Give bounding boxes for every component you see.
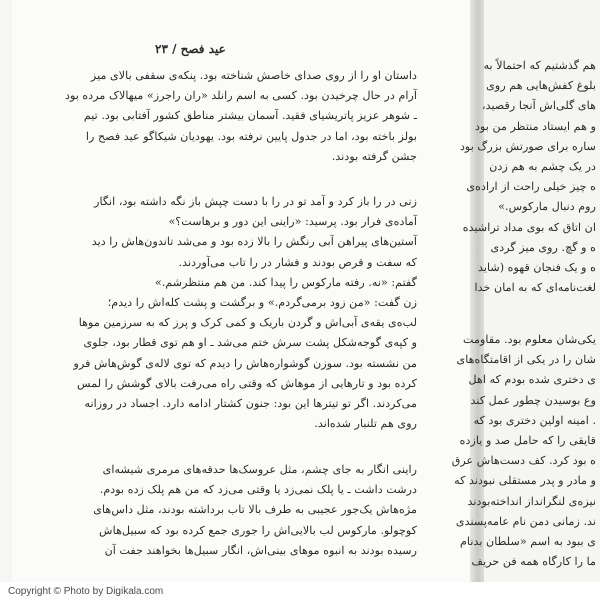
text-line: داستان او را از روی صدای خاصش شناخته بود. پنکه‌ی سقفی بالای میز: [90, 69, 417, 82]
text-line: آستین‌های پیراهن آبی رنگش را بالا زده بود و می‌شد تاندون‌هاش را دید: [91, 235, 417, 249]
text-line: ی دختری شده بودم که اهل: [468, 373, 596, 387]
text-line: یکی‌شان معلوم بود. مقاومت: [463, 333, 596, 346]
copyright-credit: Copyright © Photo by Digikala.com: [8, 586, 164, 597]
text-line: زنی در را باز کرد و آمد تو در را با دست چپش باز نگه داشته بود، انگار: [94, 195, 417, 208]
text-line: لغت‌نامه‌ای که به امان خدا: [474, 281, 596, 295]
text-line: شان را در یکی از اقامتگاه‌های: [456, 353, 596, 367]
text-line: و کپه‌ی گوجه‌شکل پشت سرش ختم می‌شد ـ او هم توی قطار بود، جلوی: [83, 336, 417, 350]
text-line: کوچولو. مارکوس لب بالایی‌اش را جوری جمع کرده بود که سبیل‌هاش: [99, 523, 417, 537]
text-line: نیزه‌ی لنگرانداز انداخته‌بودند: [467, 494, 596, 508]
text-line: راینی انگار به جای چشم، مثل عروسک‌ها حدقه‌های مرمری شیشه‌ای: [102, 463, 417, 476]
left-page-edge: [0, 0, 12, 600]
text-line: می‌کردند. اگر تو تیترها این بود: جنون کشتار ادامه دارد. اجساد در روزانه: [84, 397, 417, 411]
text-line: زن گفت: «من زود برمی‌گردم.» و برگشت و پشت کله‌اش را دیدم؛: [107, 296, 417, 310]
text-line: درشت داشت ـ یا پلک نمی‌زد یا وقتی می‌زد که من هم پلک زده بودم.: [99, 483, 417, 497]
text-line: رسیده بودند به انبوه موهای بینی‌اش، انگار سبیل‌ها بخواهند جفت آن: [104, 543, 417, 557]
text-line: آماده‌ی فرار بود. پرسید: «راینی این دور و برهاست؟»: [168, 215, 417, 229]
text-line: های گلی‌اش آنجا رقصید،: [481, 99, 596, 113]
text-line: بولز باخته بود، اما در جدول پایین نرفته بود. یهودیان شیکاگو عید فصح را: [85, 129, 417, 143]
paragraph-3: [93, 460, 417, 561]
text-line: ه و یک فنجان قهوه (شاید: [477, 261, 596, 275]
text-line: و مادر و پدر مستقلی نبودند که: [454, 474, 596, 488]
text-line: ما را کارگاه همه فن حریف: [471, 555, 596, 569]
text-line: روی هم تلنبار شده‌اند.: [314, 417, 417, 431]
text-line: ان اتاق که بوی مداد تراشیده: [462, 220, 596, 234]
text-line: کرده بود و تارهایی از موهاش که وقتی راه می‌رفت بالای گوشش را لمس: [76, 376, 417, 390]
text-line: آرام در حال چرخیدن بود. کسی به اسم رانلد «ران راجرز» میهالاک مرده بود: [64, 89, 417, 103]
text-line: ساره برای صورتش بزرگ بود: [459, 139, 596, 153]
text-line: گفتم: «نه. رفته مارکوس را پیدا کند. من هم منتظرشم.»: [154, 275, 417, 289]
text-line: ند. زمانی دمن نام عامه‌پسندی: [455, 514, 596, 528]
text-line: جشن گرفته بودند.: [331, 149, 417, 163]
text-line: بلوغ کفش‌هایی هم روی: [486, 79, 596, 93]
text-line: لب‌ه‌ی یقه‌ی آبی‌اش و گردن باریک و کمی کرک و پرز که به سرزمین موها: [78, 316, 417, 330]
right-page: [451, 0, 600, 600]
text-line: من نشسته بود. سوزن گوشواره‌هاش را دیدم که توی لاله‌ی گوش‌هاش فرو: [73, 356, 417, 370]
text-line: و هم ایستاد منتظر من بود: [475, 119, 596, 133]
text-line: ه و گچ. روی میز گردی: [490, 240, 596, 254]
right-page-text-upper: [459, 56, 596, 298]
text-line: مژه‌هاش یک‌جور عجیبی به طرف بالا تاب برداشته بودند، مثل داس‌های: [93, 503, 417, 517]
text-line: ه چیز خیلی راحت از اراده‌ی: [466, 180, 596, 194]
text-line: قایقی را که حامل صد و یازده: [459, 434, 596, 448]
text-line: روم دنبال مارکوس.»: [498, 200, 596, 214]
text-line: هم گذشتیم که احتمالاً به: [483, 59, 596, 72]
text-line: ـ شوهر عزیز پاتریشیای فقید. آسمان بیشتر مناطق کشور آفتابی بود. تیم: [83, 109, 417, 123]
text-line: ی ببود به اسم «سلطان بدنام: [460, 535, 596, 549]
right-page-text-lower: [451, 330, 596, 572]
paragraph-1: [64, 66, 417, 167]
text-line: ه بود کرد. کف دست‌هاش عرق: [451, 454, 596, 468]
text-line: . امینه اولین دختری بود که: [473, 413, 596, 427]
running-head: عید فصح / ۲۳: [155, 42, 226, 56]
text-line: وع بوسیدن چطور عمل کند: [470, 393, 596, 407]
text-line: در یک چشم به هم زدن: [489, 160, 596, 174]
text-line: که سفت و قرص بودند و فشار در را تاب می‌آوردند.: [178, 255, 417, 269]
paragraph-2: [73, 192, 417, 434]
